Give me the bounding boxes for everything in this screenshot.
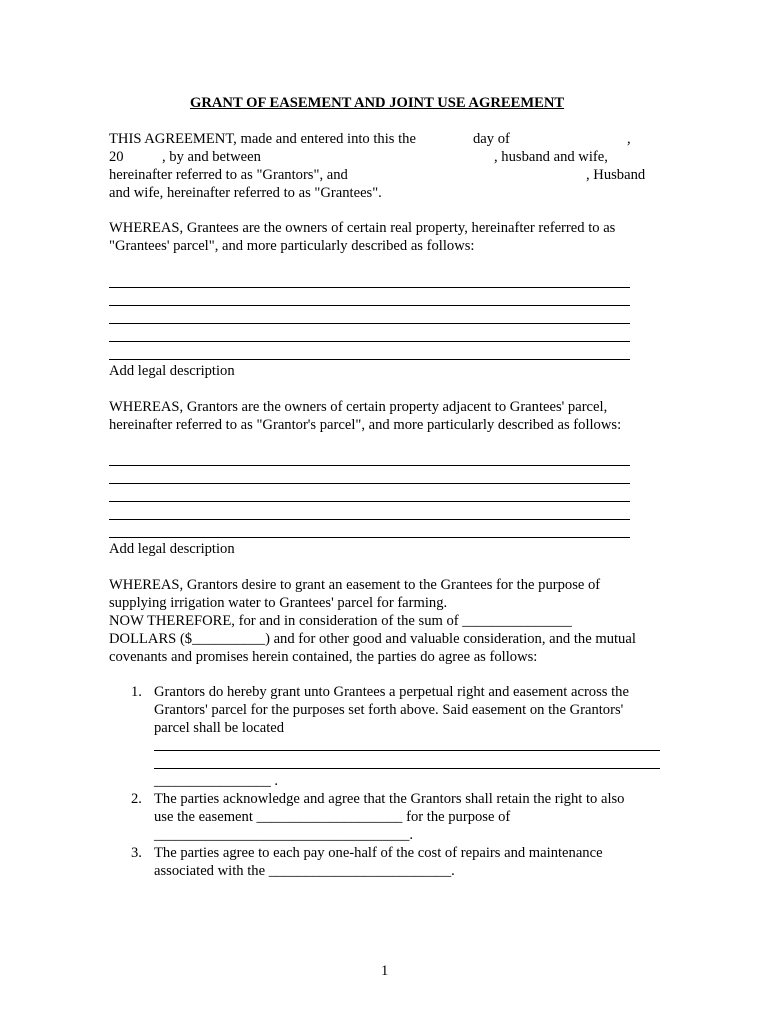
intro-line-1b: day of [473, 131, 510, 147]
legal-description-line[interactable] [109, 359, 630, 360]
legal-description-line[interactable] [109, 305, 630, 306]
item-1-line-3: parcel shall be located [154, 720, 285, 736]
now-therefore-line-1: NOW THEREFORE, for and in consideration of the sum of _______________ [109, 613, 572, 629]
legal-description-line[interactable] [109, 501, 630, 502]
whereas-grantors-line-1: WHEREAS, Grantors are the owners of certain property adjacent to Grantees' parcel, [109, 399, 608, 415]
item-2-line-3: ___________________________________. [154, 827, 414, 843]
item-number: 1. [131, 684, 142, 700]
add-legal-description-label: Add legal description [109, 541, 235, 557]
intro-line-2a: 20 [109, 149, 124, 165]
item-number: 2. [131, 791, 142, 807]
intro-line-3b: , Husband [586, 167, 646, 183]
easement-location-line[interactable] [154, 768, 660, 769]
legal-description-line[interactable] [109, 465, 630, 466]
whereas-grantees-line-1: WHEREAS, Grantees are the owners of certain real property, hereinafter referred to as [109, 220, 616, 236]
legal-description-line[interactable] [109, 537, 630, 538]
add-legal-description-label: Add legal description [109, 363, 235, 379]
whereas-grantees-line-2: "Grantees' parcel", and more particularly described as follows: [109, 238, 475, 254]
legal-description-line[interactable] [109, 323, 630, 324]
now-therefore-line-3: covenants and promises herein contained, the parties do agree as follows: [109, 649, 538, 665]
item-number: 3. [131, 845, 142, 861]
item-1-line-4: ________________ . [154, 773, 279, 789]
item-3-line-2: associated with the _________________________. [154, 863, 455, 879]
easement-location-line[interactable] [154, 750, 660, 751]
legal-description-line[interactable] [109, 341, 630, 342]
now-therefore-line-2: DOLLARS ($__________) and for other good and valuable consideration, and the mutual [109, 631, 636, 647]
intro-line-1c: , [627, 131, 631, 147]
item-2-line-1: The parties acknowledge and agree that the Grantors shall retain the right to also [154, 791, 625, 807]
item-1-line-2: Grantors' parcel for the purposes set forth above. Said easement on the Grantors' [154, 702, 624, 718]
legal-description-line[interactable] [109, 483, 630, 484]
intro-line-3a: hereinafter referred to as "Grantors", and [109, 167, 348, 183]
whereas-grantors-line-2: hereinafter referred to as "Grantor's parcel", and more particularly described as follows: [109, 417, 622, 433]
legal-description-line[interactable] [109, 519, 630, 520]
intro-line-2c: , husband and wife, [494, 149, 608, 165]
legal-description-line[interactable] [109, 287, 630, 288]
item-1-line-1: Grantors do hereby grant unto Grantees a perpetual right and easement across the [154, 684, 629, 700]
intro-line-4: and wife, hereinafter referred to as "Grantees". [109, 185, 382, 201]
item-2-line-2: use the easement ____________________ for the purpose of [154, 809, 511, 825]
intro-line-2b: , by and between [162, 149, 261, 165]
document-title: GRANT OF EASEMENT AND JOINT USE AGREEMENT [190, 95, 565, 111]
whereas-purpose-line-2: supplying irrigation water to Grantees' parcel for farming. [109, 595, 448, 611]
page-number: 1 [381, 963, 389, 979]
item-3-line-1: The parties agree to each pay one-half of the cost of repairs and maintenance [154, 845, 603, 861]
intro-line-1a: THIS AGREEMENT, made and entered into this the [109, 131, 416, 147]
whereas-purpose-line-1: WHEREAS, Grantors desire to grant an easement to the Grantees for the purpose of [109, 577, 601, 593]
